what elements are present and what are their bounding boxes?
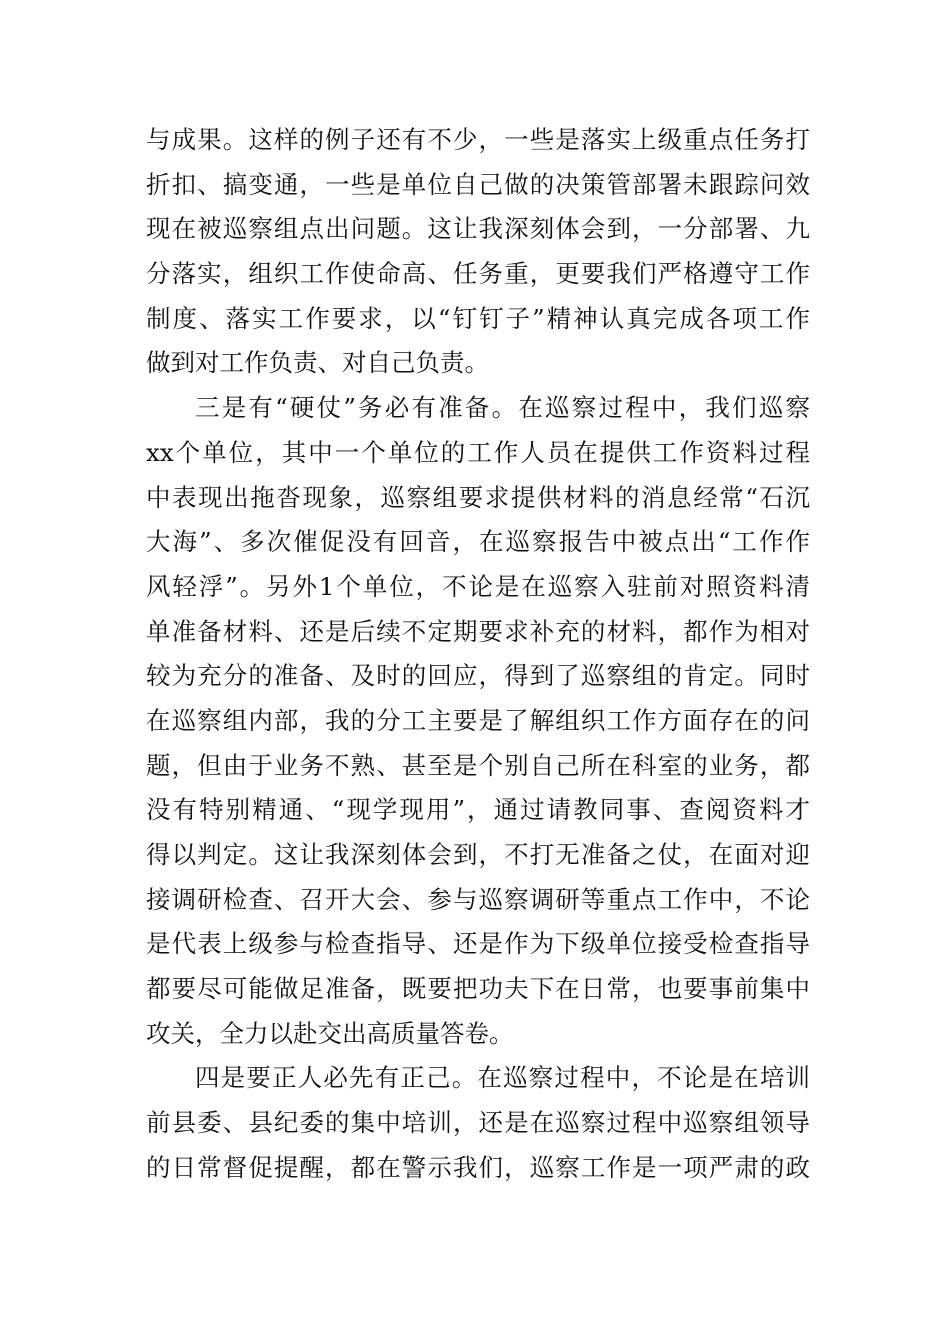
paragraph-1 [146, 118, 810, 386]
paragraph-line: 在巡察组内部，我的分工主要是了解组织工作方面存在的问 [146, 705, 810, 735]
paragraph-line: 题，但由于业务不熟、甚至是个别自己所在科室的业务，都 [146, 750, 810, 780]
paragraph-line: 没有特别精通、“现学现用”，通过请教同事、查阅资料才 [146, 795, 810, 825]
paragraph-3 [146, 1056, 810, 1190]
paragraph-line: 现在被巡察组点出问题。这让我深刻体会到，一分部署、九 [146, 214, 810, 244]
paragraph-line: 风轻浮”。另外1个单位，不论是在巡察入驻前对照资料清 [146, 571, 810, 601]
paragraph-line: 的日常督促提醒，都在警示我们，巡察工作是一项严肃的政 [146, 1152, 810, 1182]
paragraph-line: 较为充分的准备、及时的回应，得到了巡察组的肯定。同时 [146, 661, 810, 691]
paragraph-line: 三是有“硬仗”务必有准备。在巡察过程中，我们巡察 [195, 393, 810, 423]
paragraph-line: 折扣、搞变通，一些是单位自己做的决策管部署未跟踪问效 [146, 169, 810, 199]
paragraph-line: 攻关，全力以赴交出高质量答卷。 [146, 1018, 514, 1048]
paragraph-line: 与成果。这样的例子还有不少，一些是落实上级重点任务打 [146, 125, 810, 154]
paragraph-2 [146, 386, 810, 1056]
paragraph-line: 单准备材料、还是后续不定期要求补充的材料，都作为相对 [146, 616, 810, 646]
document-page [146, 118, 810, 1191]
paragraph-line: 前县委、县纪委的集中培训，还是在巡察过程中巡察组领导 [146, 1108, 810, 1138]
paragraph-line: 中表现出拖沓现象，巡察组要求提供材料的消息经常“石沉 [146, 482, 810, 512]
paragraph-line: 都要尽可能做足准备，既要把功夫下在日常，也要事前集中 [146, 974, 810, 1004]
paragraph-line: 大海”、多次催促没有回音，在巡察报告中被点出“工作作 [146, 527, 810, 557]
paragraph-line: 做到对工作负责、对自己负责。 [146, 348, 489, 378]
paragraph-line: 接调研检查、召开大会、参与巡察调研等重点工作中，不论 [146, 884, 810, 914]
paragraph-line: 分落实，组织工作使命高、任务重，更要我们严格遵守工作 [146, 259, 810, 289]
paragraph-line: 四是要正人必先有正己。在巡察过程中，不论是在培训 [195, 1063, 810, 1093]
paragraph-line: xx个单位，其中一个单位的工作人员在提供工作资料过程 [146, 437, 810, 467]
paragraph-line: 制度、落实工作要求，以“钉钉子”精神认真完成各项工作 [146, 303, 810, 333]
paragraph-line: 是代表上级参与检查指导、还是作为下级单位接受检查指导 [146, 929, 810, 959]
paragraph-line: 得以判定。这让我深刻体会到，不打无准备之仗，在面对迎 [146, 840, 810, 869]
